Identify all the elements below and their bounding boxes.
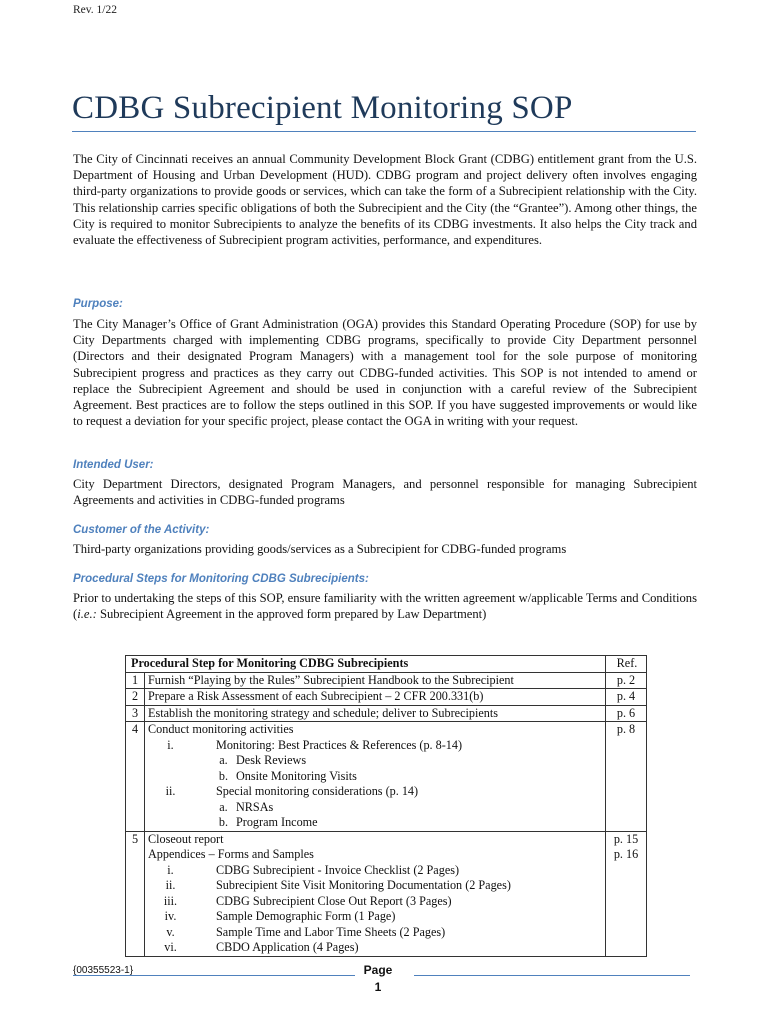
appendix-item <box>148 878 602 894</box>
appendix-item <box>148 909 602 925</box>
letter-marker: a. <box>219 753 228 767</box>
roman-numeral: i. <box>167 862 174 877</box>
procedural-text-before: Prior to undertaking the steps of this SOP, ensure familiarity with the written agreement w/applicable Terms and Conditions ( <box>73 591 697 622</box>
step-text-block <box>145 722 606 832</box>
step-ref: p. 8 <box>606 722 647 832</box>
appendices-text: Appendices – Forms and Samples <box>148 847 314 861</box>
step-ref: p. 15 <box>613 831 639 846</box>
sub-item-text: Special monitoring considerations (p. 14) <box>216 784 419 798</box>
appendix-item-text: CDBG Subrecipient Close Out Report (3 Pages) <box>216 893 452 908</box>
letter-marker: b. <box>218 815 229 829</box>
appendix-item-text: CBDO Application (4 Pages) <box>216 940 359 954</box>
ref-header: Ref. <box>606 656 647 673</box>
roman-numeral: ii. <box>165 878 176 892</box>
table-row <box>126 722 647 832</box>
footer-divider-right <box>414 975 690 976</box>
table-row <box>126 689 647 706</box>
step-text: Establish the monitoring strategy and schedule; deliver to Subrecipients <box>145 705 606 722</box>
purpose-text: The City Manager’s Office of Grant Administration (OGA) provides this Standard Operating Procedure (SOP) for use by City Departments charged with implementing CDBG programs, specifically to provide City Department personnel (Directors and their designated Program Managers) with a management tool for the sole purpose of monitoring Subrecipient progress and practices as they carry out CDBG-funded activities. This SOP is not intended to amend or replace the Subrecipient Agreement and should be used in conjunction with a careful review of the Subrecipient Agreement. Best practices are to follow the steps outlined in this SOP. If you have suggested improvements or would like to request a deviation for your specific project, please contact the OGA in writing with your request. <box>73 317 697 429</box>
step-ref: p. 6 <box>606 705 647 722</box>
intended-user-text: City Department Directors, designated Program Managers, and personnel responsible for managing Subrecipient Agreements and activities in CDBG-funded programs <box>73 477 697 508</box>
step-text-block <box>145 831 606 956</box>
customer-heading: Customer of the Activity: <box>73 524 210 536</box>
step-text: Furnish “Playing by the Rules” Subrecipient Handbook to the Subrecipient <box>145 672 606 689</box>
step-number: 4 <box>126 722 145 832</box>
step-number: 3 <box>126 705 145 722</box>
sub-item-text: Monitoring: Best Practices & References (p. 8-14) <box>216 737 463 752</box>
revision-label: Rev. 1/22 <box>73 4 117 16</box>
table-row <box>126 705 647 722</box>
sub-item <box>148 784 602 800</box>
sub-item <box>148 738 602 754</box>
page-number <box>360 962 396 996</box>
step-number: 2 <box>126 689 145 706</box>
letter-item <box>148 800 602 816</box>
step-ref: p. 4 <box>606 689 647 706</box>
step-text: Conduct monitoring activities <box>148 722 294 736</box>
step-number: 1 <box>126 672 145 689</box>
appendix-item-text: Sample Time and Labor Time Sheets (2 Pages) <box>216 924 446 939</box>
step-ref-block <box>606 831 647 956</box>
appendices-ref: p. 16 <box>613 847 639 861</box>
roman-numeral: ii. <box>165 784 176 798</box>
step-number: 5 <box>126 831 145 956</box>
appendix-item <box>148 894 602 910</box>
letter-item-text: NRSAs <box>236 799 274 814</box>
letter-marker: a. <box>219 799 228 814</box>
procedure-table <box>125 655 647 957</box>
letter-marker: b. <box>218 768 229 783</box>
footer-divider-left <box>73 975 355 976</box>
table-header-row <box>126 656 647 673</box>
procedural-text-italic: i.e.: <box>77 607 97 622</box>
roman-numeral: i. <box>167 737 174 752</box>
appendix-item <box>148 940 602 956</box>
appendix-item-text: Sample Demographic Form (1 Page) <box>216 909 396 923</box>
letter-item-text: Onsite Monitoring Visits <box>236 768 357 783</box>
table-header: Procedural Step for Monitoring CDBG Subrecipients <box>126 656 606 673</box>
roman-numeral: v. <box>166 924 175 939</box>
letter-item-text: Desk Reviews <box>236 753 307 767</box>
intro-paragraph: The City of Cincinnati receives an annual Community Development Block Grant (CDBG) entitlement grant from the U.S. Department of Housing and Urban Development (HUD). CDBG program and project delivery often involves engaging third-party organizations to provide goods or services, which can take the form of a Subrecipient relationship with the City. This relationship carries specific obligations of both the Subrecipient and the City (the “Grantee”). Among other things, the City is required to monitor Subrecipients to analyze the benefits of its CDBG investments. It also helps the City track and evaluate the effectiveness of Subrecipient program activities, performance, and expenditures. <box>73 152 697 248</box>
roman-numeral: iv. <box>164 909 177 923</box>
appendix-item <box>148 863 602 879</box>
appendix-item <box>148 925 602 941</box>
table-row <box>126 831 647 956</box>
letter-item <box>148 753 602 769</box>
intended-user-heading: Intended User: <box>73 459 154 471</box>
letter-item <box>148 815 602 831</box>
customer-text: Third-party organizations providing goods/services as a Subrecipient for CDBG-funded programs <box>73 542 567 556</box>
page-word: Page <box>363 963 393 977</box>
appendix-item-text: CDBG Subrecipient - Invoice Checklist (2 Pages) <box>216 862 460 877</box>
purpose-heading: Purpose: <box>73 298 123 310</box>
appendix-item-text: Subrecipient Site Visit Monitoring Documentation (2 Pages) <box>216 878 511 892</box>
page-title: CDBG Subrecipient Monitoring SOP <box>72 88 696 132</box>
step-text: Prepare a Risk Assessment of each Subrecipient – 2 CFR 200.331(b) <box>145 689 606 706</box>
step-text: Closeout report <box>148 831 224 846</box>
roman-numeral: vi. <box>164 940 177 954</box>
roman-numeral: iii. <box>163 893 178 908</box>
page-number-value: 1 <box>374 980 382 994</box>
procedural-text <box>73 590 697 622</box>
table-row <box>126 672 647 689</box>
letter-item-text: Program Income <box>236 815 318 829</box>
procedural-heading: Procedural Steps for Monitoring CDBG Subrecipients: <box>73 573 369 585</box>
procedural-text-after: Subrecipient Agreement in the approved form prepared by Law Department) <box>96 607 487 622</box>
step-ref: p. 2 <box>606 672 647 689</box>
letter-item <box>148 769 602 785</box>
document-code: {00355523-1} <box>73 965 134 976</box>
